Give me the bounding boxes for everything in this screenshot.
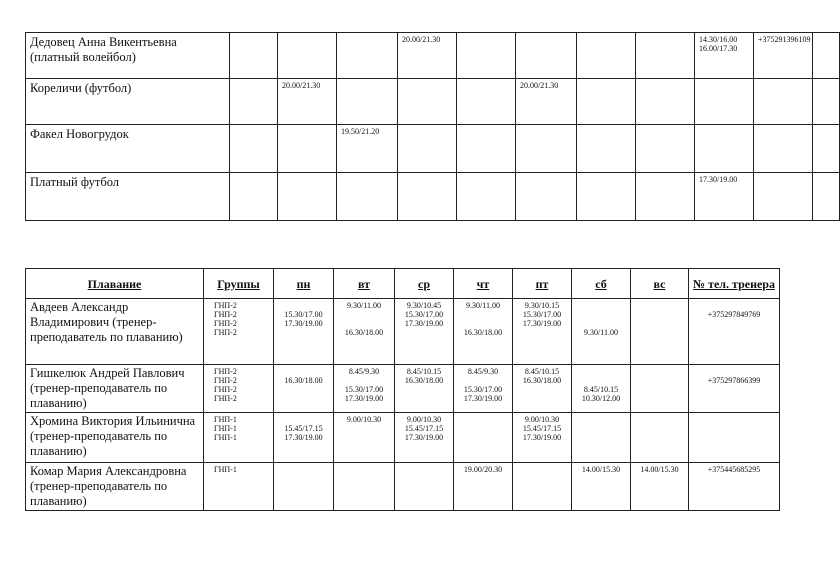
- schedule-cell: [230, 33, 278, 79]
- schedule-cell: [278, 33, 337, 79]
- swimming-schedule-table: [25, 268, 780, 511]
- schedule-cell: [631, 413, 689, 463]
- table-header-row: [26, 269, 780, 299]
- table-row: [26, 463, 780, 511]
- schedule-cell: 19.50/21.20: [337, 125, 398, 173]
- schedule-cell: [813, 173, 840, 221]
- schedule-cell: [337, 173, 398, 221]
- schedule-cell: 9.00/10.30: [334, 413, 395, 463]
- groups-cell: ГНП-1 ГНП-1 ГНП-1: [204, 413, 274, 463]
- groups-cell: ГНП-2 ГНП-2 ГНП-2 ГНП-2: [204, 299, 274, 365]
- schedule-cell: [754, 79, 813, 125]
- header-swimming: Плавание: [26, 269, 204, 299]
- schedule-cell: [636, 33, 695, 79]
- header-phone: № тел. тренера: [689, 269, 780, 299]
- schedule-cell: [230, 125, 278, 173]
- table-row: [26, 173, 840, 221]
- header-groups: Группы: [204, 269, 274, 299]
- schedule-cell: [813, 79, 840, 125]
- schedule-cell: [695, 79, 754, 125]
- row-name: Платный футбол: [26, 173, 230, 221]
- groups-cell: ГНП-1: [204, 463, 274, 511]
- schedule-cell: 20.00/21.30: [398, 33, 457, 79]
- schedule-cell: [230, 79, 278, 125]
- schedule-cell: [577, 125, 636, 173]
- schedule-cell: [278, 125, 337, 173]
- coach-name: Комар Мария Александровна (тренер-преподаватель по плаванию): [26, 463, 204, 511]
- groups-cell: ГНП-2 ГНП-2 ГНП-2 ГНП-2: [204, 365, 274, 413]
- coach-name: Гишкелюк Андрей Павлович (тренер-преподаватель по плаванию): [26, 365, 204, 413]
- schedule-cell: [577, 33, 636, 79]
- coach-name: Авдеев Александр Владимирович (тренер-преподаватель по плаванию): [26, 299, 204, 365]
- schedule-cell: 20.00/21.30: [516, 79, 577, 125]
- schedule-cell: 9.00/10.30 15.45/17.15 17.30/19.00: [395, 413, 454, 463]
- schedule-cell: 9.30/10.15 15.30/17.00 17.30/19.00: [513, 299, 572, 365]
- header-fri: пт: [513, 269, 572, 299]
- schedule-cell: 14.00/15.30: [572, 463, 631, 511]
- table-row: [26, 365, 780, 413]
- header-thu: чт: [454, 269, 513, 299]
- schedule-cell: [572, 413, 631, 463]
- schedule-cell: [337, 33, 398, 79]
- phone-cell: +375445685295: [689, 463, 780, 511]
- schedule-cell: [516, 173, 577, 221]
- schedule-cell: [334, 463, 395, 511]
- phone-cell: [689, 413, 780, 463]
- schedule-cell: [516, 33, 577, 79]
- header-mon: пн: [274, 269, 334, 299]
- schedule-cell: 9.30/11.00 16.30/18.00: [454, 299, 513, 365]
- header-tue: вт: [334, 269, 395, 299]
- schedule-cell: [337, 79, 398, 125]
- schedule-cell: 20.00/21.30: [278, 79, 337, 125]
- row-name: Дедовец Анна Викентьевна (платный волейбол): [26, 33, 230, 79]
- schedule-cell: [457, 173, 516, 221]
- schedule-cell: 14.00/15.30: [631, 463, 689, 511]
- schedule-cell: [636, 79, 695, 125]
- schedule-cell: 9.00/10.30 15.45/17.15 17.30/19.00: [513, 413, 572, 463]
- schedule-cell: [457, 79, 516, 125]
- schedule-cell: 8.45/9.30 15.30/17.00 17.30/19.00: [334, 365, 395, 413]
- table-row: [26, 79, 840, 125]
- schedule-cell: [813, 125, 840, 173]
- schedule-cell: 16.30/18.00: [274, 365, 334, 413]
- schedule-cell: [398, 79, 457, 125]
- phone-cell: +375297849769: [689, 299, 780, 365]
- schedule-cell: 15.30/17.00 17.30/19.00: [274, 299, 334, 365]
- header-wed: ср: [395, 269, 454, 299]
- schedule-cell: 8.45/10.15 16.30/18.00: [513, 365, 572, 413]
- schedule-cell: [398, 125, 457, 173]
- schedule-cell: 8.45/9.30 15.30/17.00 17.30/19.00: [454, 365, 513, 413]
- phone-cell: +375297866399: [689, 365, 780, 413]
- schedule-cell: [695, 125, 754, 173]
- schedule-cell: [457, 125, 516, 173]
- schedule-cell: [230, 173, 278, 221]
- schedule-cell: 9.30/10.45 15.30/17.00 17.30/19.00: [395, 299, 454, 365]
- schedule-cell: 8.45/10.15 16.30/18.00: [395, 365, 454, 413]
- schedule-cell: 14.30/16.00 16.00/17.30: [695, 33, 754, 79]
- schedule-cell: 19.00/20.30: [454, 463, 513, 511]
- schedule-cell: [813, 33, 840, 79]
- schedule-cell: [274, 463, 334, 511]
- coach-name: Хромина Виктория Ильинична (тренер-преподаватель по плаванию): [26, 413, 204, 463]
- header-sun: вс: [631, 269, 689, 299]
- schedule-cell: 9.30/11.00: [572, 299, 631, 365]
- schedule-cell: 15.45/17.15 17.30/19.00: [274, 413, 334, 463]
- schedule-table-top: [25, 32, 840, 221]
- schedule-cell: [395, 463, 454, 511]
- schedule-cell: [636, 173, 695, 221]
- schedule-cell: [577, 79, 636, 125]
- schedule-cell: [754, 125, 813, 173]
- table-row: [26, 299, 780, 365]
- schedule-cell: [516, 125, 577, 173]
- row-name: Кореличи (футбол): [26, 79, 230, 125]
- schedule-cell: [513, 463, 572, 511]
- header-sat: сб: [572, 269, 631, 299]
- schedule-cell: [278, 173, 337, 221]
- schedule-cell: +375291396109: [754, 33, 813, 79]
- schedule-cell: 8.45/10.15 10.30/12.00: [572, 365, 631, 413]
- table-row: [26, 125, 840, 173]
- schedule-cell: [457, 33, 516, 79]
- schedule-cell: [631, 299, 689, 365]
- schedule-cell: [754, 173, 813, 221]
- schedule-cell: [636, 125, 695, 173]
- schedule-cell: [577, 173, 636, 221]
- table-row: [26, 413, 780, 463]
- schedule-cell: 9.30/11.00 16.30/18.00: [334, 299, 395, 365]
- row-name: Факел Новогрудок: [26, 125, 230, 173]
- schedule-cell: 17.30/19.00: [695, 173, 754, 221]
- schedule-cell: [454, 413, 513, 463]
- table-row: [26, 33, 840, 79]
- schedule-cell: [631, 365, 689, 413]
- schedule-cell: [398, 173, 457, 221]
